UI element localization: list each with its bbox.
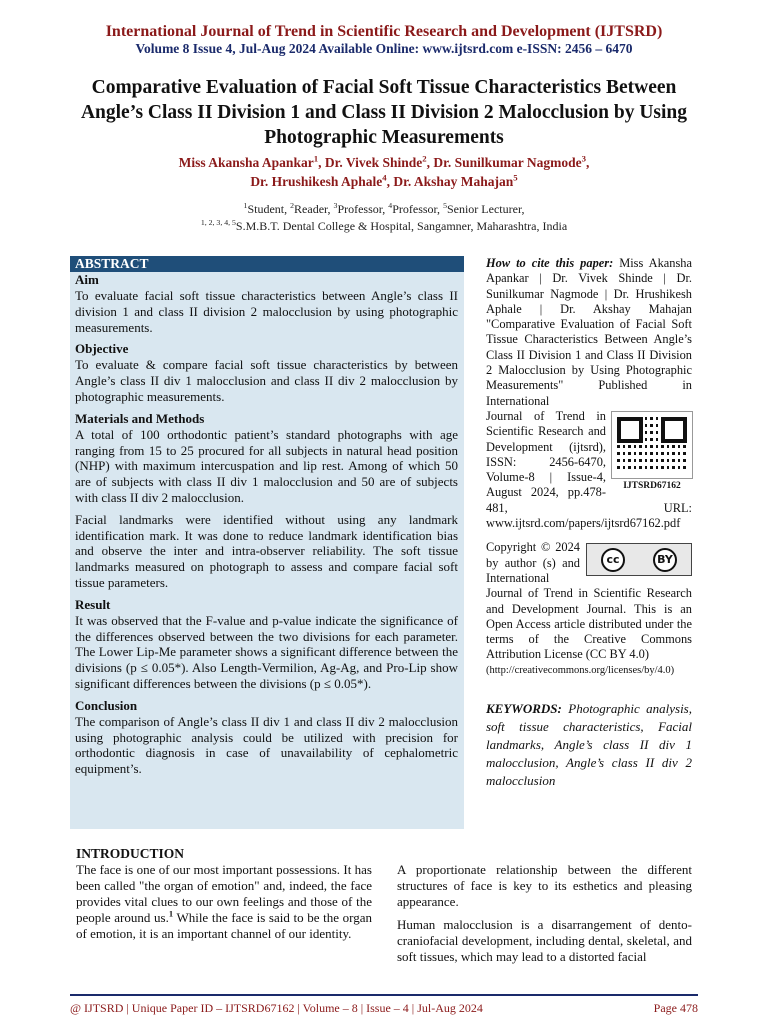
qr-code [612, 412, 692, 492]
cc-icon: cc [601, 548, 625, 572]
introduction-paragraph-3: Human malocclusion is a disarrangement of dento-craniofacial development, including dental, skeletal, and soft tissues, which may lead to a distorted facial [397, 917, 692, 964]
introduction-left [76, 846, 372, 942]
attribution-icon: BY [653, 548, 677, 572]
objective-text: To evaluate & compare facial soft tissue characteristics by between Angle’s class II div 1 malocclusion and class II div 2 malocclusion by photographic measurements. [75, 357, 458, 404]
author-5: Dr. Akshay Mahajan [393, 174, 514, 189]
conclusion-heading: Conclusion [75, 697, 138, 713]
aim-text: To evaluate facial soft tissue characteristics between Angle’s class II division 1 and class II division 2 malocclusion by using photographic measurements. [75, 288, 458, 335]
methods-text-2: Facial landmarks were identified without using any landmark identification mark. It was done to reduce landmark identification bias and observe the inter and intra-observer reliability. The soft tissue landmarks measured on photograph to assess and compare facial soft tissue parameters. [75, 511, 458, 590]
introduction-right [397, 862, 692, 972]
author-2: Dr. Vivek Shinde [324, 155, 423, 170]
keywords-label: KEYWORDS: [486, 701, 562, 717]
objective-heading: Objective [75, 341, 129, 357]
result-text: It was observed that the F-value and p-value indicate the significance of the differences observed between the two divisions for each parameter. The Lower Lip-Me parameter shows a significant difference between the divisions (p ≤ 0.05*). Also Length-Vermilion, Ag-Ag, and Pro-Lip show significant differences between the divisions (p ≤ 0.05*). [75, 612, 458, 691]
license-url[interactable]: (http://creativecommons.org/licenses/by/4.0) [486, 664, 675, 676]
introduction-heading: INTRODUCTION [76, 846, 185, 861]
license-text: Copyright © 2024 by author (s) and International Journal of Trend in Scientific Research and Development Journal. This is an Open Access article distributed under the terms of the Creative Commons Attribution License (CC BY 4.0) [486, 540, 692, 662]
conclusion-text: The comparison of Angle’s class II div 1 and class II div 2 malocclusion using photographic analysis could be utilized with precision for orthodontic diagnosis in case of unavailability of cephalometric equipment’s. [75, 713, 458, 777]
author-list: Miss Akansha Apankar$^1$, Dr. Vivek Shinde$^2$, Dr. Sunilkumar Nagmode$^3$, Dr. Hrushikesh Aphale$^4$, Dr. Akshay Mahajan$^5$ [178, 153, 590, 189]
affiliations: $^1$Student, $^2$Reader, $^3$Professor, $^4$Professor, $^5$Senior Lecturer, $^{1, 2, 3, 4, 5}$S.M.B.T. Dental College & Hospital, Sangamner, Maharashtra, India [200, 201, 568, 233]
qr-paper-id: IJTSRD67162 [623, 480, 681, 491]
citation-block [486, 256, 692, 409]
methods-text-1: A total of 100 orthodontic patient’s standard photographs with age ranging from 15 to 25 procured for all subjects in natural head position (NHP) with maximum intercuspation and lip rest. Among of which 50 are of subjects with class II div 1 malocclusion and 50 are of subjects with class II div 2 malocclusion. [75, 426, 458, 505]
methods-heading: Materials and Methods [75, 410, 205, 426]
qr-code-icon [612, 412, 692, 478]
footer-divider [70, 994, 698, 996]
page-number: Page 478 [653, 1001, 698, 1015]
author-4: Dr. Hrushikesh Aphale [250, 174, 383, 189]
affiliation-institution: S.M.B.T. Dental College & Hospital, Sangamner, Maharashtra, India [235, 219, 568, 233]
introduction-paragraph-1: The face is one of our most important possessions. It has been called "the organ of emotion" and, indeed, the face provides vital clues to our own feelings and those of the people around us.$^1$ While the face is said to be the organ of emotion, it is an important channel of our identity. [76, 862, 372, 941]
abstract-box [70, 256, 464, 829]
keywords [486, 700, 692, 790]
author-1: Miss Akansha Apankar [178, 155, 314, 170]
page-footer [70, 1000, 698, 1016]
abstract-heading: ABSTRACT [70, 256, 464, 272]
citation-text-1: Miss Akansha Apankar | Dr. Vivek Shinde | Dr. Sunilkumar Nagmode | Dr. Hrushikesh Aphale | Dr. Akshay Mahajan "Comparative Evaluation of Facial Soft Tissue Characteristics Between Angle’s Class II Division 1 and Class II Division 2 Malocclusion by Using Photographic Measurements" Published in International [486, 256, 692, 408]
introduction-paragraph-2: A proportionate relationship between the different structures of face is key to its esthetics and pleasing appearance. [397, 862, 692, 909]
author-3: Dr. Sunilkumar Nagmode [433, 155, 582, 170]
affiliation-roles: $^1$Student, $^2$Reader, $^3$Professor, $^4$Professor, $^5$Senior Lecturer, [243, 201, 525, 216]
volume-info: Volume 8 Issue 4, Jul-Aug 2024 Available Online: www.ijtsrd.com e-ISSN: 2456 – 6470 [135, 41, 633, 56]
paper-title: Comparative Evaluation of Facial Soft Tissue Characteristics Between Angle’s Class II Division 1 and Class II Division 2 Malocclusion by Using Photographic Measurements [80, 77, 688, 148]
reference-marker: 1 [168, 908, 174, 919]
cc-by-license-icon[interactable] [586, 543, 692, 576]
keywords-text: Photographic analysis, soft tissue characteristics, Facial landmarks, Angle’s class II div 1 malocclusion, Angle’s class II div 2 malocclusion [486, 701, 692, 789]
journal-name: International Journal of Trend in Scientific Research and Development (IJTSRD) [105, 23, 663, 40]
result-heading: Result [75, 596, 111, 612]
footer-info: @ IJTSRD | Unique Paper ID – IJTSRD67162 | Volume – 8 | Issue – 4 | Jul-Aug 2024 [70, 1001, 483, 1015]
aim-heading: Aim [75, 272, 99, 287]
license-block [486, 540, 692, 678]
citation-label: How to cite this paper: [486, 256, 614, 270]
citation-column [486, 256, 692, 790]
citation-text-2: Journal of Trend in Scientific Research and Development (ijtsrd), ISSN: 2456-6470, Volume-8 | Issue-4, August 2024, pp.478-481, URL: www.ijtsrd.com/papers/ijtsrd67162.pdf [486, 408, 692, 531]
